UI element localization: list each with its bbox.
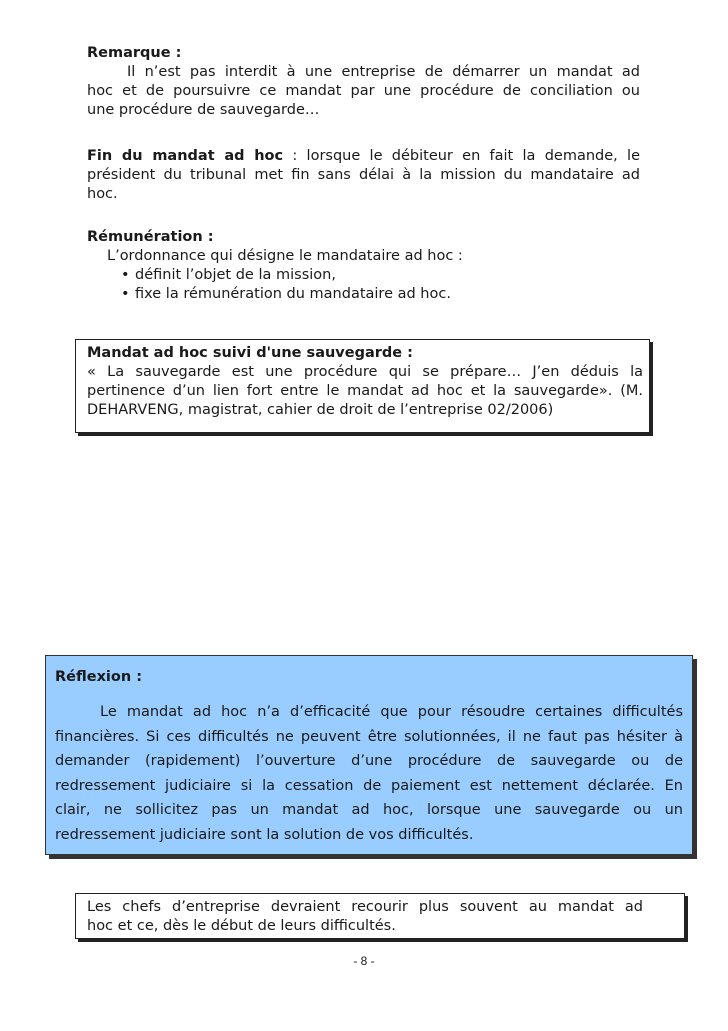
remarque-line-3: une procédure de sauvegarde… <box>87 102 320 118</box>
conclusion-box <box>75 893 685 939</box>
fin-mandat-line-2: président du tribunal met fin sans délai à la mission du mandataire ad <box>87 167 640 183</box>
quote-box-title: Mandat ad hoc suivi d'une sauvegarde : <box>87 345 413 361</box>
fin-mandat-line-3: hoc. <box>87 186 118 202</box>
quote-box-line-1: « La sauvegarde est une procédure qui se prépare… J’en déduis la <box>87 364 643 380</box>
remuneration-bullet-list <box>87 266 640 304</box>
remuneration-title: Rémunération : <box>87 229 214 245</box>
quote-box-line-2: pertinence d’un lien fort entre le mandat ad hoc et la sauvegarde». (M. <box>87 383 643 399</box>
reflexion-line-1: Le mandat ad hoc n’a d’efficacité que pour résoudre certaines difficultés <box>100 704 683 720</box>
reflexion-line-4: redressement judiciaire si la cessation de paiement est nettement déclarée. En <box>55 777 683 794</box>
remarque-line-2: hoc et de poursuivre ce mandat par une procédure de conciliation ou <box>87 83 640 99</box>
conclusion-line-1: Les chefs d’entreprise devraient recourir plus souvent au mandat ad <box>87 899 643 915</box>
remarque-section <box>87 44 640 120</box>
fin-mandat-title: Fin du mandat ad hoc <box>87 148 284 164</box>
reflexion-box <box>45 655 693 855</box>
reflexion-line-3: demander (rapidement) l’ouverture d’une procédure de sauvegarde ou de <box>55 753 683 769</box>
reflexion-body <box>55 700 683 847</box>
reflexion-line-5: clair, ne sollicitez pas un mandat ad hoc, lorsque une sauvegarde ou un <box>55 802 683 818</box>
reflexion-line-6: redressement judiciaire sont la solution de vos difficultés. <box>55 826 474 843</box>
remarque-line-1: Il n’est pas interdit à une entreprise de démarrer un mandat ad <box>127 64 640 80</box>
fin-mandat-section <box>87 147 640 204</box>
page-number: - 8 - <box>353 954 375 968</box>
remarque-title: Remarque : <box>87 45 182 61</box>
quote-box-line-3: DEHARVENG, magistrat, cahier de droit de l’entreprise 02/2006) <box>87 402 554 418</box>
remuneration-section <box>87 228 640 304</box>
conclusion-line-2: hoc et ce, dès le début de leurs difficultés. <box>87 918 396 934</box>
remuneration-bullet: • fixe la rémunération du mandataire ad hoc. <box>121 285 640 304</box>
reflexion-line-2: financières. Si ces difficultés ne peuvent être solutionnées, il ne faut pas hésiter à <box>55 728 683 745</box>
fin-mandat-line-1-rest: : lorsque le débiteur en fait la demande, le <box>283 148 640 164</box>
remuneration-intro: L’ordonnance qui désigne le mandataire ad hoc : <box>107 248 463 264</box>
remuneration-bullet: • définit l’objet de la mission, <box>121 266 640 285</box>
reflexion-title: Réflexion : <box>55 669 143 685</box>
quote-box <box>75 339 650 433</box>
fin-mandat-line-1 <box>87 147 640 166</box>
